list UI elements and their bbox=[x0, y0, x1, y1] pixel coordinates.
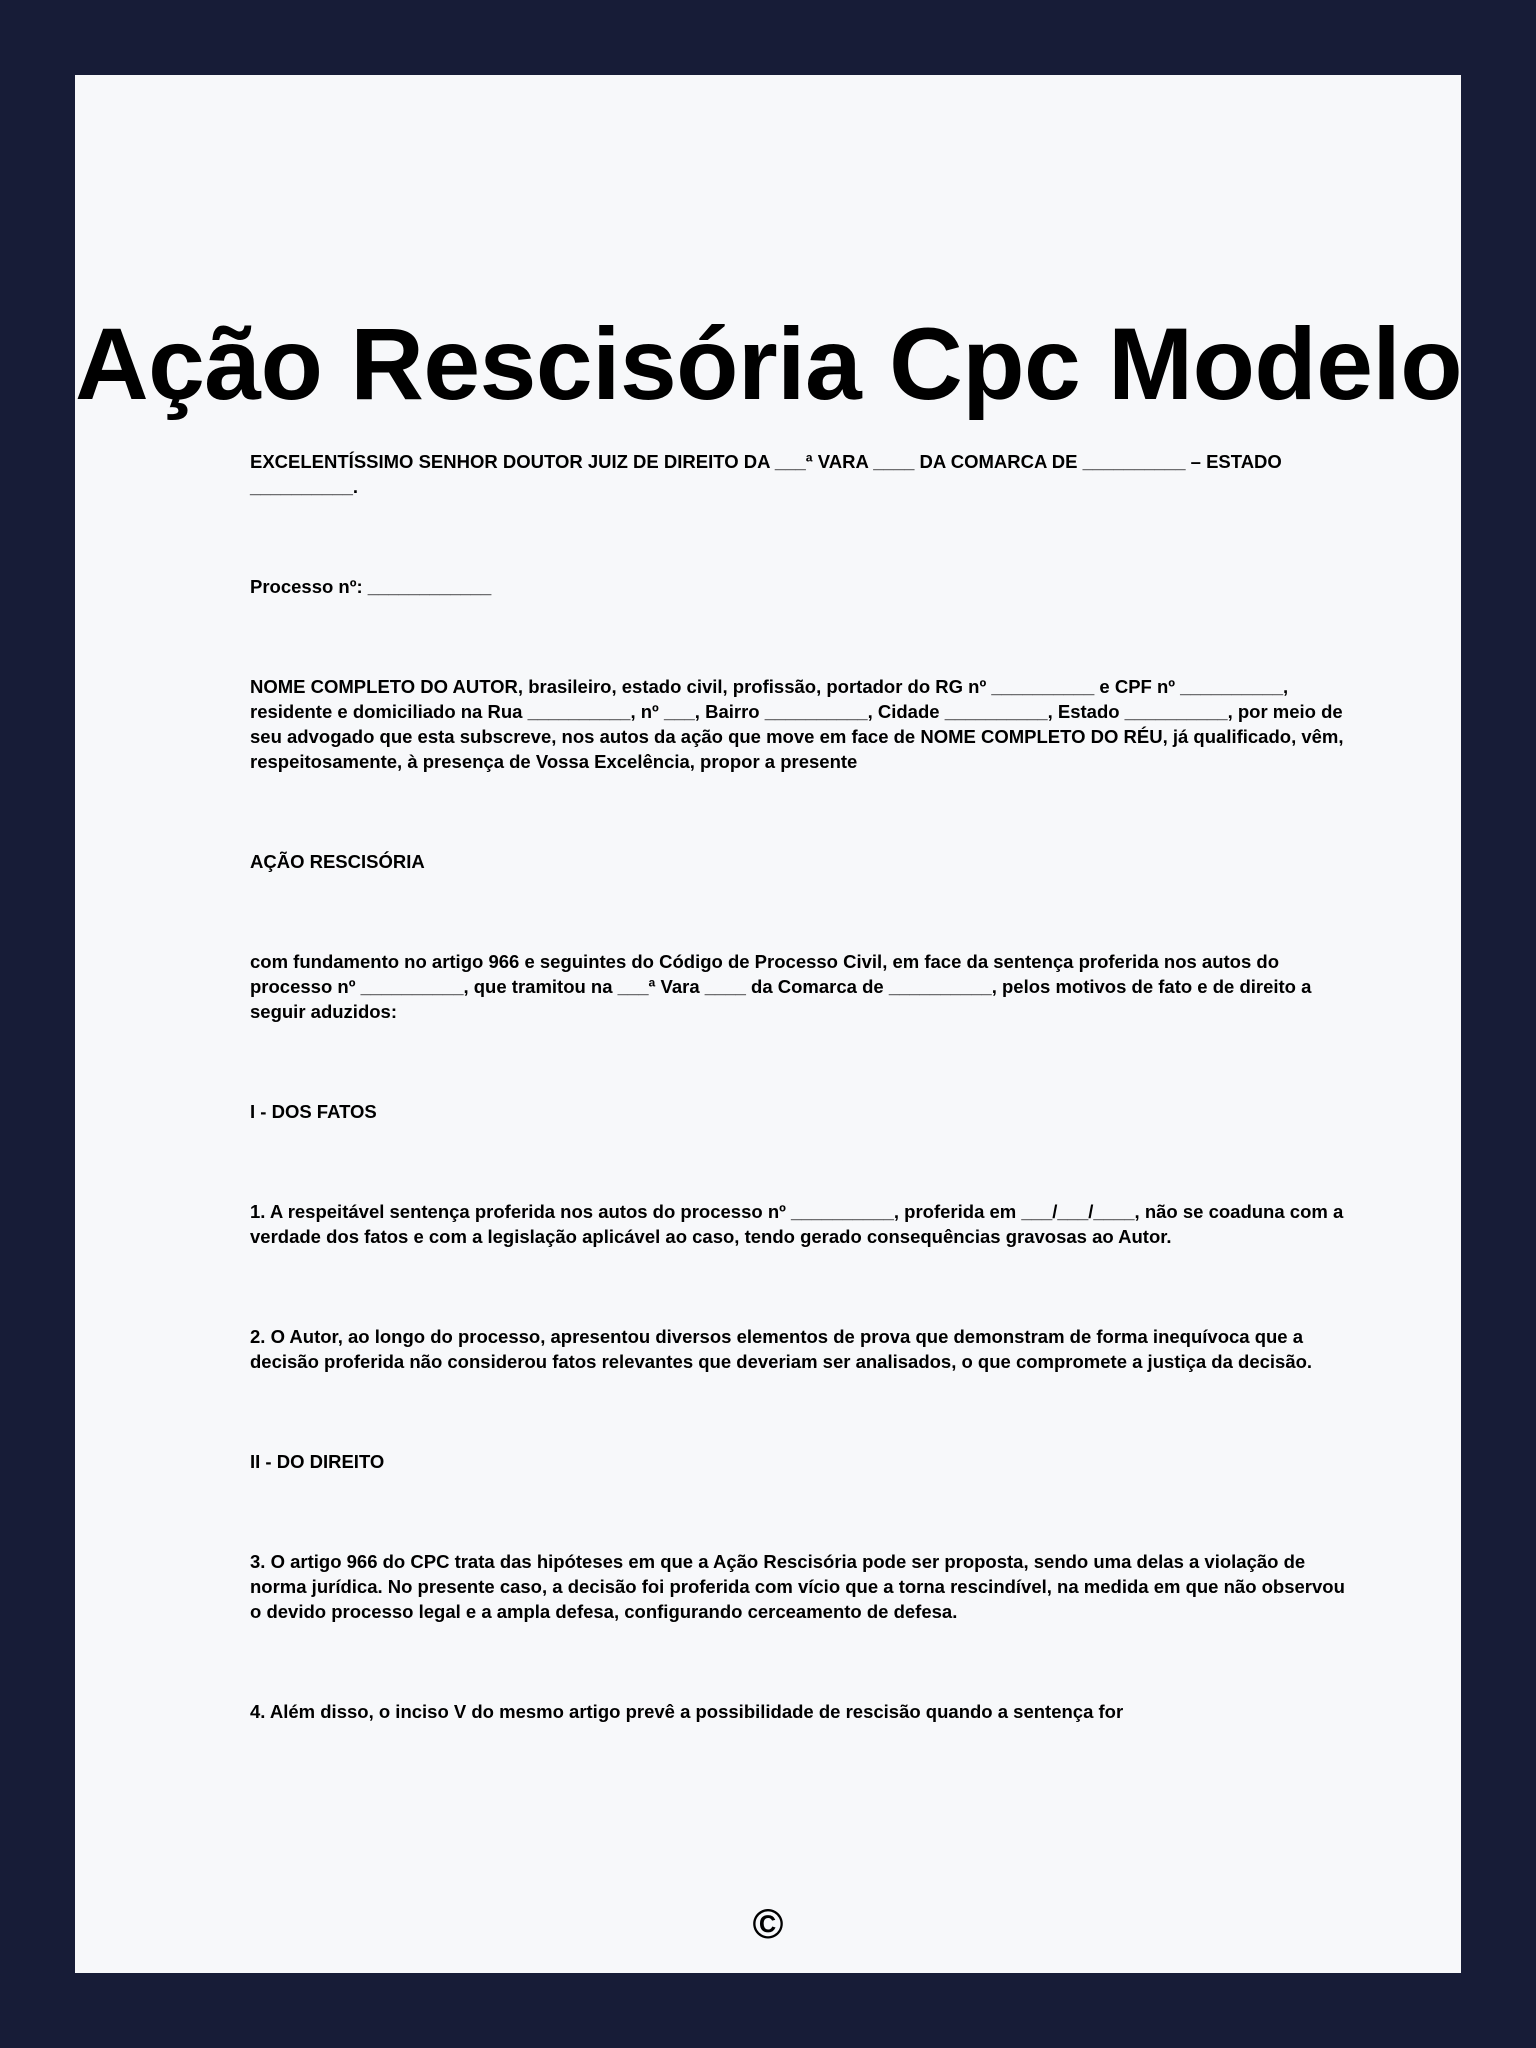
law-item-3: 3. O artigo 966 do CPC trata das hipóteses em que a Ação Rescisória pode ser proposta, sendo uma delas a violação de norma jurídica. No presente caso, a decisão foi proferida com vício que a torna rescindível, na medida em que não observou o devido processo legal e a ampla defesa, configurando cerceamento de defesa. bbox=[250, 1551, 1345, 1622]
section-heading-facts: I - DOS FATOS bbox=[250, 1101, 377, 1122]
qualification-paragraph: NOME COMPLETO DO AUTOR, brasileiro, estado civil, profissão, portador do RG nº __________ e CPF nº __________, residente e domiciliado na Rua __________, nº ___, Bairro __________, Cidade __________, Estado __________, por meio de seu advogado que esta subscreve, nos autos da ação que move em face de NOME COMPLETO DO RÉU, já qualificado, vêm, respeitosamente, à presença de Vossa Excelência, propor a presente bbox=[250, 676, 1344, 772]
section-heading-law: II - DO DIREITO bbox=[250, 1451, 385, 1472]
facts-item-1: 1. A respeitável sentença proferida nos autos do processo nº __________, proferida em ___/___/____, não se coaduna com a verdade dos fatos e com a legislação aplicável ao caso, tendo gerado consequências gravosas ao Autor. bbox=[250, 1201, 1344, 1247]
action-heading: AÇÃO RESCISÓRIA bbox=[250, 851, 425, 872]
foundation-paragraph: com fundamento no artigo 966 e seguintes do Código de Processo Civil, em face da sentença proferida nos autos do processo nº __________, que tramitou na ___ª Vara ____ da Comarca de __________, pelos motivos de fato e de direito a seguir aduzidos: bbox=[250, 951, 1312, 1022]
document-body bbox=[250, 449, 1360, 1724]
copyright-icon: © bbox=[752, 1900, 784, 1947]
document-page bbox=[75, 75, 1461, 1973]
addressee-paragraph: EXCELENTÍSSIMO SENHOR DOUTOR JUIZ DE DIREITO DA ___ª VARA ____ DA COMARCA DE __________ – ESTADO __________. bbox=[250, 451, 1282, 497]
process-number-paragraph: Processo nº: ____________ bbox=[250, 576, 492, 597]
document-title: Ação Rescisória Cpc Modelo bbox=[75, 307, 1463, 421]
law-item-4: 4. Além disso, o inciso V do mesmo artigo prevê a possibilidade de rescisão quando a sentença for bbox=[250, 1701, 1124, 1722]
facts-item-2: 2. O Autor, ao longo do processo, apresentou diversos elementos de prova que demonstram de forma inequívoca que a decisão proferida não considerou fatos relevantes que deveriam ser analisados, o que compromete a justiça da decisão. bbox=[250, 1326, 1313, 1372]
